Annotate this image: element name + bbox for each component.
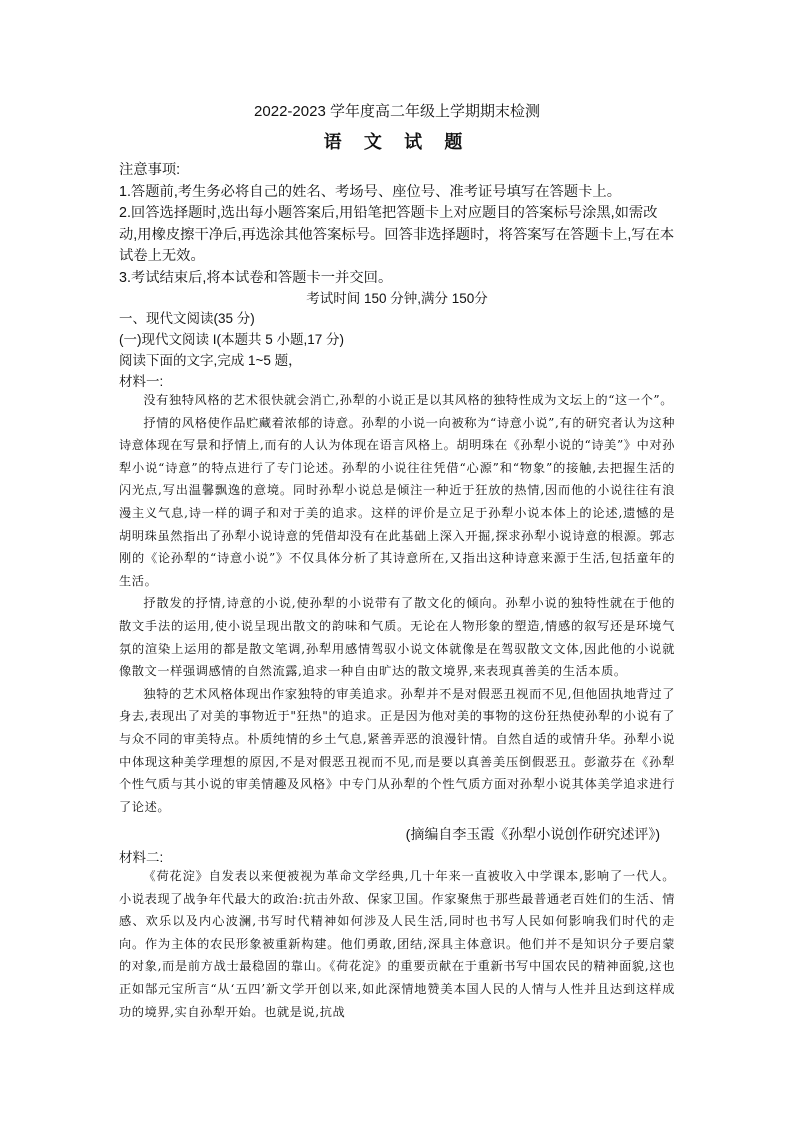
part-heading: 一、现代文阅读(35 分): [119, 311, 255, 326]
material1-source: (摘编自李玉霞《孙犁小说创作研究述评》): [405, 826, 660, 842]
note-item-1: 1.答题前,考生务必将自己的姓名、考场号、座位号、准考证号填写在答题卡上。: [119, 183, 621, 200]
exam-notes: [119, 160, 675, 289]
instruction: 阅读下面的文字,完成 1~5 题，: [119, 353, 302, 368]
notes-heading: 注意事项:: [119, 162, 181, 178]
exam-title: 2022-2023 学年度高二年级上学期期末检测: [254, 103, 540, 120]
material1-label: 材料一:: [119, 374, 164, 389]
note-item-3: 3.考试结束后,将本试卷和答题卡一并交回。: [119, 269, 393, 286]
exam-time: 考试时间 150 分钟,满分 150分: [306, 291, 488, 306]
note-item-2: 2.回答选择题时,选出每小题答案后,用铅笔把答题卡上对应题目的答案标号涂黑,如需改动,用橡皮擦干净后,再选涂其他答案标号。回答非选择题时，将答案写在答题卡上,写在本试卷上无效。: [119, 205, 675, 264]
material2-label: 材料二:: [119, 850, 164, 865]
material1-paragraph: 独特的艺术风格体现出作家独特的审美追求。孙犁并不是对假恶丑视而不见,但他固执地背过了身去,表现出了对美的事物近于"狂热"的追求。正是因为他对美的事物的这份狂热使孙犁的小说有了与众不同的审美特点。朴质纯情的乡土气息,紧善弄恶的浪漫针情。自然自适的或情升华。孙犁小说中体现这种美学理想的原因,不是对假恶丑视而不见,而是要以真善美压倒假恶丑。彭澈芬在《孙犁个性气质与其小说的审美情趣及风格》中专门从孙犁的个性气质方面对孙犁小说其体美学追求进行了论述。: [119, 686, 675, 814]
material1-paragraph: 抒情的风格使作品贮藏着浓郁的诗意。孙犁的小说一向被称为“诗意小说”,有的研究者认为这种诗意体现在写景和抒情上,而有的人认为体现在语言风格上。胡明珠在《孙犁小说的“诗美”》中对孙犁小说“诗意”的特点进行了专门论述。孙犁的小说往往凭借“心源”和“物象”的接触,去把握生活的闪光点,写出温馨飘逸的意境。同时孙犁小说总是倾注一种近于狂放的热情,因而他的小说往往有浪漫主义气息,诗一样的调子和对于美的追求。这样的评价是立足于孙犁小说本体上的论述,遗憾的是胡明珠虽然指出了孙犁小说诗意的凭借却没有在此基础上深入开掘,探求孙犁小说诗意的根源。郭志刚的《论孙犁的“诗意小说”》不仅具体分析了其诗意所在,又指出这种诗意来源于生活,包括童年的生活。: [119, 415, 675, 588]
material1-paragraph: 没有独特风格的艺术很快就会消亡,孙犁的小说正是以其风格的独特性成为文坛上的“这一个”。: [143, 393, 674, 407]
material1-body: [119, 389, 675, 818]
subject-title: 语 文 试 题: [323, 132, 471, 153]
material2-paragraph: 《荷花淀》自发表以来便被视为革命文学经典,几十年来一直被收入中学课本,影响了一代人。小说表现了战争年代最大的政治:抗击外敌、保家卫国。作家聚焦于那些最普通老百姓们的生活、情感、欢乐以及内心波澜,书写时代精神如何涉及人民生活,同时也书写人民如何影响我们时代的走向。作为主体的农民形象被重新构建。他们勇敢,团结,深具主体意识。他们并不是知识分子要启蒙的对象,而是前方战士最稳固的靠山。《荷花淀》的重要贡献在于重新书写中国农民的精神面貌,这也正如郜元宝所言“从‘五四’新文学开创以来,如此深情地赞美本国人民的人情与人性并且达到这样成功的境界,实自孙犁开始。也就是说,抗战: [119, 869, 675, 1019]
material2-body: [119, 865, 675, 1023]
sub-heading: (一)现代文阅读 I(本题共 5 小题,17 分): [119, 332, 345, 347]
material1-paragraph: 抒散发的抒情,诗意的小说,使孙犁的小说带有了散文化的倾向。孙犁小说的独特性就在于他的散文手法的运用,使小说呈现出散文的韵味和气质。无论在人物形象的塑造,情感的叙写还是环境气氛的渲染上运用的都是散文笔调,孙犁用感情驾驭小说文体就像是在驾驭散文文体,因此他的小说就像散文一样强调感情的自然流露,追求一种自由旷达的散文境界,来表现真善美的生活本质。: [119, 596, 675, 679]
